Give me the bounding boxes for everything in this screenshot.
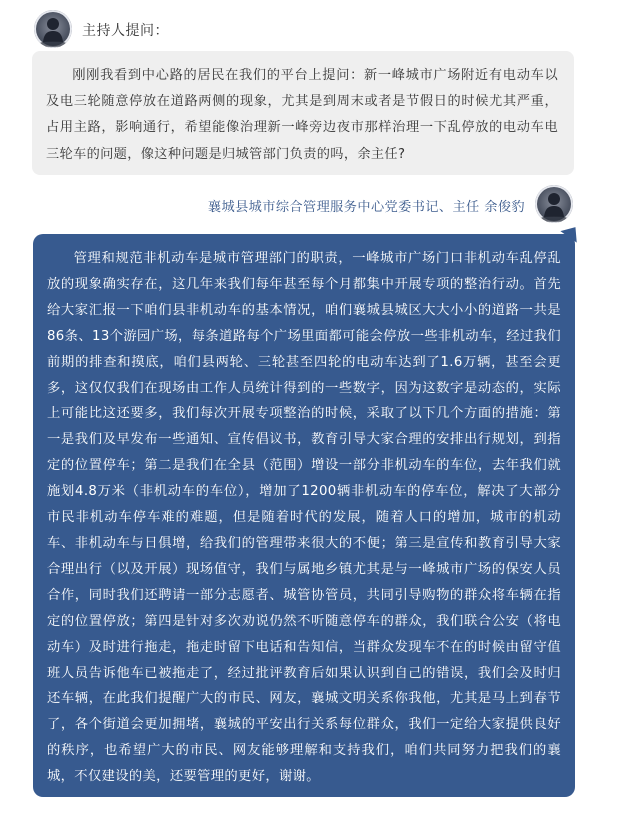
guest-avatar [535, 185, 573, 223]
question-bubble [32, 51, 574, 175]
host-label: 主持人提问： [82, 23, 169, 39]
guest-label: 襄城县城市综合管理服务中心党委书记、主任 余俊豹 [207, 200, 525, 215]
host-avatar [34, 10, 72, 48]
answer-text: 管理和规范非机动车是城市管理部门的职责，一峰城市广场门口非机动车乱停乱放的现象确实存在，这几年来我们每年甚至每个月都集中开展专项的整治行动。首先给大家汇报一下咱们县非机动车的基本情况，咱们襄城县城区大大小小的道路一共是86条、13个游园广场，每条道路每个广场里面都可能会停放一些非机动车，经过我们前期的排查和摸底，咱们县两轮、三轮甚至四轮的电动车达到了1.6万辆，甚至会更多，这仅仅我们在现场由工作人员统计得到的一些数字，因为这数字是动态的，实际上可能比这还要多，我们每次开展专项整治的时候，采取了以下几个方面的措施：第一是我们及早发布一些通知、宣传倡议书，教育引导大家合理的安排出行规划，到指定的位置停车；第二是我们在全县（范围）增设一部分非机动车的车位，去年我们就施划4.8万米（非机动车的车位），增加了1200辆非机动车的停车位，解决了大部分市民非机动车停车难的难题，但是随着时代的发展，随着人口的增加，城市的机动车、非机动车与日俱增，给我们的管理带来很大的不便；第三是宣传和教育引导大家合理出行（以及开展）现场值守，我们与属地乡镇尤其是与一峰城市广场的保安人员合作，同时我们还聘请一部分志愿者、城管协管员，共同引导购物的群众将车辆在指定的位置停放；第四是针对多次劝说仍然不听随意停车的群众，我们联合公安（将电动车）及时进行拖走，拖走时留下电话和告知信，当群众发现车不在的时候由留守值班人员告诉他车已被拖走了，经过批评教育后如果认识到自己的错误，我们会及时归还车辆，在此我们提醒广大的市民、网友，襄城文明关系你我他，尤其是马上到春节了，各个街道会更加拥堵，襄城的平安出行关系每位群众，我们一定给大家提供良好的秩序，也希望广大的市民、网友能够理解和支持我们，咱们共同努力把我们的襄城，不仅建设的美，还要管理的更好，谢谢。 [47, 251, 561, 785]
person-avatar-icon [34, 10, 72, 48]
answer-bubble [33, 234, 575, 797]
question-text: 刚刚我看到中心路的居民在我们的平台上提问：新一峰城市广场附近有电动车以及电三轮随意停放在道路两侧的现象，尤其是到周末或者是节假日的时候尤其严重，占用主路，影响通行，希望能像治理新一峰旁边夜市那样治理一下乱停放的电动车电三轮车的问题，像这种问题是归城管部门负责的吗，余主任? [46, 68, 558, 162]
person-avatar-icon [535, 185, 573, 223]
